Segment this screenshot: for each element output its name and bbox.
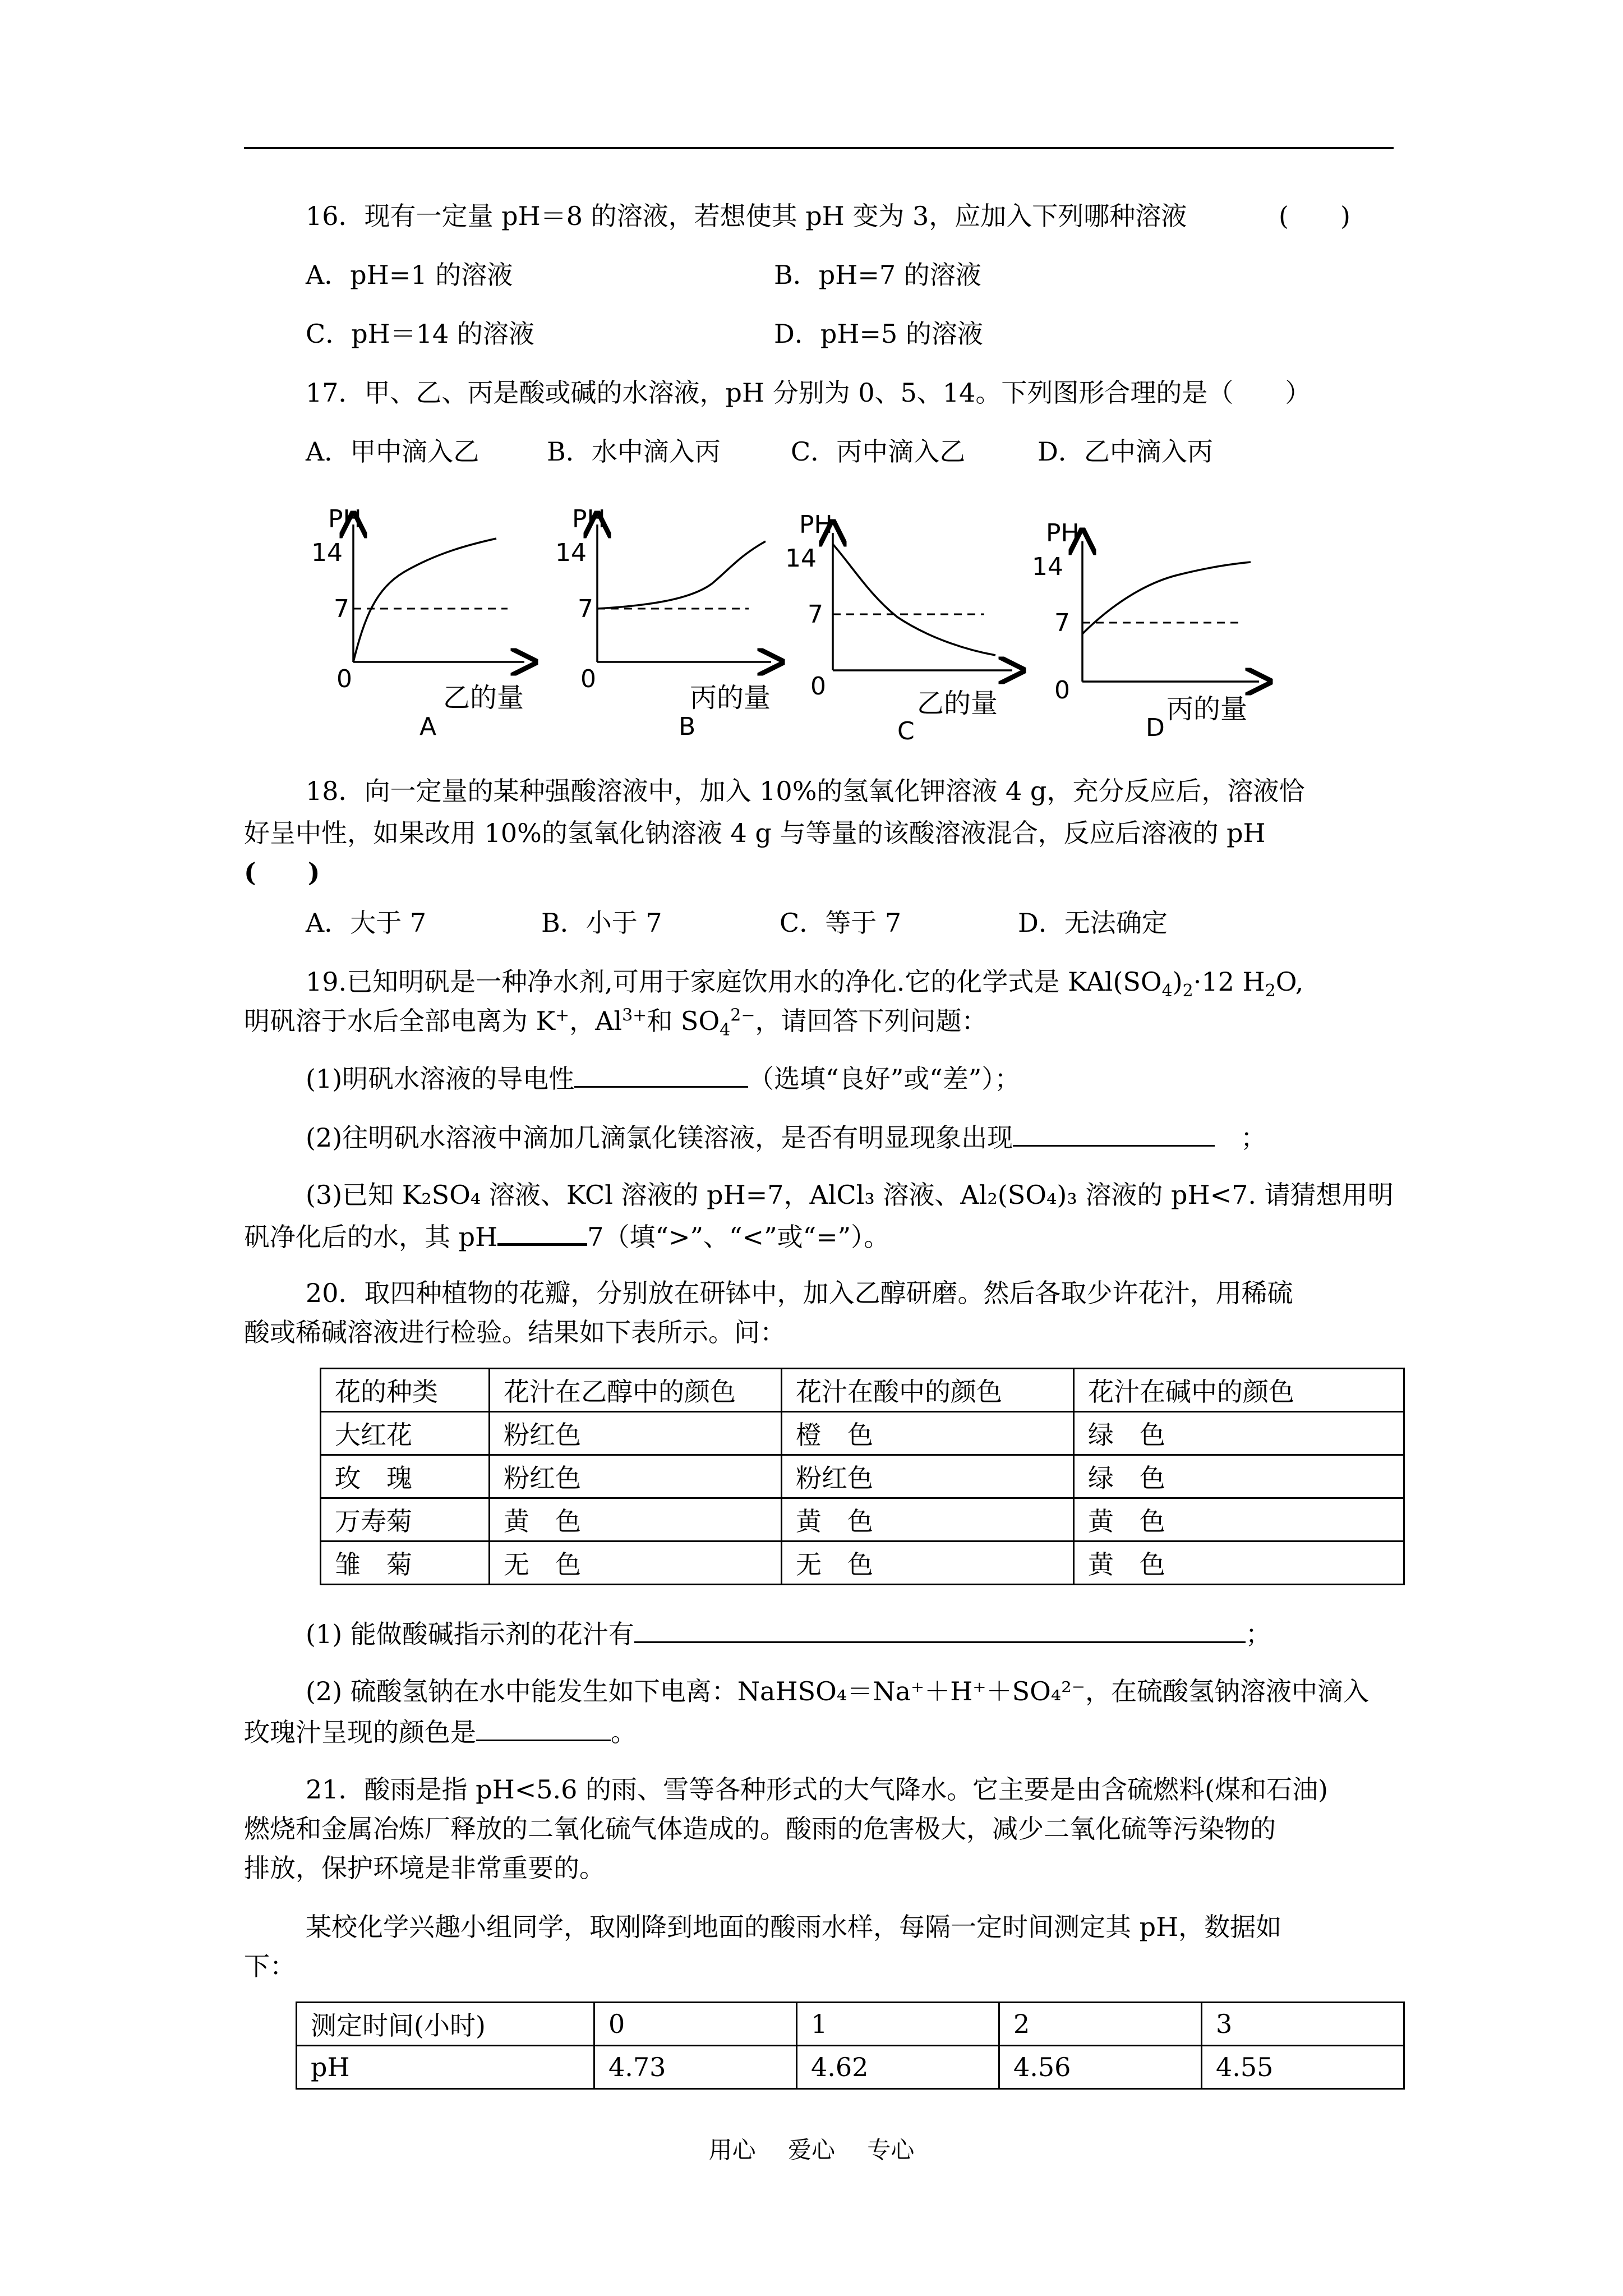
- q18-option-d: D．无法确定: [1018, 908, 1168, 938]
- table-row: [321, 1455, 1404, 1498]
- flower-color-table: [320, 1368, 1405, 1585]
- q18-option-b: B．小于 7: [541, 908, 662, 938]
- table-cell: 黄 色: [490, 1498, 782, 1542]
- q20-line1: 20．取四种植物的花瓣，分别放在研钵中，加入乙醇研磨。然后各取少许花汁，用稀硫: [306, 1278, 1293, 1308]
- q19-sub2: (2)往明矾水溶液中滴加几滴氯化镁溶液，是否有明显现象出现 ；: [306, 1119, 1266, 1154]
- table-cell: 粉红色: [490, 1455, 782, 1498]
- table-header-cell: 花汁在碱中的颜色: [1074, 1369, 1404, 1412]
- table-cell: 雏 菊: [321, 1542, 490, 1585]
- table-header-row: [321, 1369, 1404, 1412]
- q21-line4: 某校化学兴趣小组同学，取刚降到地面的酸雨水样，每隔一定时间测定其 pH，数据如: [306, 1912, 1282, 1942]
- graph-b-tick-14: 14: [555, 539, 587, 567]
- q18-line2: 好呈中性，如果改用 10%的氢氧化钠溶液 4 g 与等量的该酸溶液混合，反应后溶液的 pH: [244, 818, 1266, 848]
- graph-b-y-label: PH: [572, 505, 606, 533]
- table-cell: 大红花: [321, 1412, 490, 1455]
- q16-option-b: B．pH=7 的溶液: [774, 260, 981, 290]
- q21-line1: 21．酸雨是指 pH<5.6 的雨、雪等各种形式的大气降水。它主要是由含硫燃料(煤和石油): [306, 1774, 1328, 1805]
- footer-text: 用心: [708, 2136, 756, 2164]
- table-cell: 黄 色: [782, 1498, 1074, 1542]
- table-header-cell: 花汁在乙醇中的颜色: [490, 1369, 782, 1412]
- q18-line1: 18．向一定量的某种强酸溶液中，加入 10%的氢氧化钾溶液 4 g，充分反应后，溶液恰: [306, 776, 1305, 806]
- q19-sub3-line1: (3)已知 K₂SO₄ 溶液、KCl 溶液的 pH=7，AlCl₃ 溶液、Al₂(SO₄)₃ 溶液的 pH<7. 请猜想用明: [306, 1180, 1394, 1210]
- footer-text: 爱心: [787, 2136, 835, 2164]
- page-footer: [0, 2132, 1623, 2165]
- table-row: [297, 2003, 1404, 2046]
- graph-b-caption: B: [679, 712, 696, 741]
- graph-c-x-label: 乙的量: [917, 688, 998, 719]
- graph-d-y-label: PH: [1046, 519, 1080, 547]
- graph-a: [311, 505, 524, 741]
- q17-option-d: D．乙中滴入丙: [1038, 436, 1213, 467]
- graph-b-origin: 0: [580, 665, 596, 693]
- table-cell: 无 色: [782, 1542, 1074, 1585]
- graph-b: [555, 505, 771, 741]
- table-cell: 1: [797, 2003, 999, 2046]
- q16-option-d: D．pH=5 的溶液: [774, 319, 983, 349]
- graph-d-origin: 0: [1054, 676, 1070, 705]
- table-cell: 黄 色: [1074, 1542, 1404, 1585]
- q21-line3: 排放，保护环境是非常重要的。: [244, 1853, 605, 1883]
- table-row: [321, 1412, 1404, 1455]
- graph-c-caption: C: [897, 717, 915, 746]
- graph-c-origin: 0: [810, 672, 826, 701]
- q16-bracket: ( ): [1279, 201, 1350, 231]
- q17-option-c: C．丙中滴入乙: [791, 436, 966, 467]
- graph-b-tick-7: 7: [578, 595, 593, 623]
- graph-c-tick-14: 14: [785, 544, 817, 573]
- q19-sub3-line2: 矾净化后的水，其 pH 7（填“>”、“<”或“=”）。: [244, 1217, 889, 1254]
- q17-stem: 17．甲、乙、丙是酸或碱的水溶液，pH 分别为 0、5、14。下列图形合理的是（ ）: [306, 378, 1311, 408]
- ph-time-table: [296, 2001, 1405, 2090]
- table-cell: 粉红色: [782, 1455, 1074, 1498]
- graph-c-tick-7: 7: [808, 600, 823, 629]
- table-row: [321, 1498, 1404, 1542]
- graph-a-origin: 0: [336, 665, 352, 693]
- q19-blank-3[interactable]: [497, 1217, 587, 1246]
- q18-option-a: A．大于 7: [306, 908, 427, 938]
- graph-c-curve: [833, 544, 995, 655]
- q17-option-a: A．甲中滴入乙: [306, 436, 479, 467]
- q18-bracket: ( ): [244, 857, 320, 887]
- footer-text: 专心: [867, 2136, 915, 2164]
- table-cell: 无 色: [490, 1542, 782, 1585]
- table-cell: 4.56: [999, 2046, 1202, 2089]
- table-cell: 粉红色: [490, 1412, 782, 1455]
- table-row: [321, 1542, 1404, 1585]
- table-cell: 2: [999, 2003, 1202, 2046]
- q16-option-a: A．pH=1 的溶液: [306, 260, 513, 290]
- q20-line2: 酸或稀碱溶液进行检验。结果如下表所示。问：: [244, 1317, 786, 1347]
- table-cell: 绿 色: [1074, 1412, 1404, 1455]
- table-cell: 4.73: [594, 2046, 797, 2089]
- q19-blank-2[interactable]: [1013, 1119, 1215, 1147]
- table-cell: 橙 色: [782, 1412, 1074, 1455]
- graph-a-tick-14: 14: [311, 539, 343, 567]
- q21-line2: 燃烧和金属冶炼厂释放的二氧化硫气体造成的。酸雨的危害极大，减少二氧化硫等污染物的: [244, 1814, 1276, 1844]
- graph-d: [1032, 519, 1259, 742]
- table-cell: 3: [1202, 2003, 1404, 2046]
- q19-blank-1[interactable]: [574, 1060, 748, 1088]
- table-row: [297, 2046, 1404, 2089]
- q20-blank-2[interactable]: [476, 1714, 611, 1741]
- q20-sub1: (1) 能做酸碱指示剂的花汁有 ；: [306, 1616, 1271, 1651]
- graph-a-caption: A: [419, 712, 437, 741]
- graph-a-x-label: 乙的量: [443, 682, 524, 714]
- graph-d-tick-14: 14: [1032, 553, 1063, 581]
- q16-stem: 16．现有一定量 pH＝8 的溶液，若想使其 pH 变为 3，应加入下列哪种溶液: [306, 201, 1187, 231]
- graph-a-y-label: PH: [328, 505, 362, 533]
- table-header-cell: 花的种类: [321, 1369, 490, 1412]
- graph-b-curve: [597, 541, 766, 609]
- q19-line1: 19.已知明矾是一种净水剂,可用于家庭饮用水的净化.它的化学式是 $KAl(SO_4)_2\cdot 12$ $H_2O$,: [306, 967, 1304, 1001]
- graph-d-tick-7: 7: [1054, 609, 1070, 637]
- graph-a-tick-7: 7: [334, 595, 349, 623]
- table-header-cell: 测定时间(小时): [297, 2003, 594, 2046]
- table-cell: 4.55: [1202, 2046, 1404, 2089]
- table-cell: 绿 色: [1074, 1455, 1404, 1498]
- table-cell: 万寿菊: [321, 1498, 490, 1542]
- table-cell: 0: [594, 2003, 797, 2046]
- table-cell: 玫 瑰: [321, 1455, 490, 1498]
- q18-option-c: C．等于 7: [780, 908, 902, 938]
- table-cell: 4.62: [797, 2046, 999, 2089]
- q20-sub2-line2: 玫瑰汁呈现的颜色是 。: [244, 1714, 637, 1749]
- graph-c-y-label: PH: [799, 510, 833, 539]
- q17-option-b: B．水中滴入丙: [547, 436, 721, 467]
- q19-line2: 明矾溶于水后全部电离为 K+，$Al^{3+}$和 $SO_4^{2-}$，请回答下列问题：: [244, 1005, 988, 1041]
- graph-d-x-label: 丙的量: [1166, 693, 1248, 725]
- table-cell: 黄 色: [1074, 1498, 1404, 1542]
- q20-blank-1[interactable]: [634, 1616, 1246, 1643]
- q16-option-c: C．pH＝14 的溶液: [306, 319, 534, 349]
- q21-line5: 下：: [244, 1951, 296, 1981]
- table-header-cell: pH: [297, 2046, 594, 2089]
- graph-b-x-label: 丙的量: [690, 682, 771, 714]
- graph-c: [785, 510, 1012, 746]
- graph-a-curve: [353, 539, 496, 662]
- q20-sub2-line1: (2) 硫酸氢钠在水中能发生如下电离：NaHSO₄＝Na⁺＋H⁺＋SO₄²⁻，在硫酸氢钠溶液中滴入: [306, 1676, 1369, 1706]
- table-header-cell: 花汁在酸中的颜色: [782, 1369, 1074, 1412]
- graph-d-caption: D: [1146, 714, 1165, 742]
- q19-sub1: (1)明矾水溶液的导电性 （选填“良好”或“差”）；: [306, 1060, 1020, 1096]
